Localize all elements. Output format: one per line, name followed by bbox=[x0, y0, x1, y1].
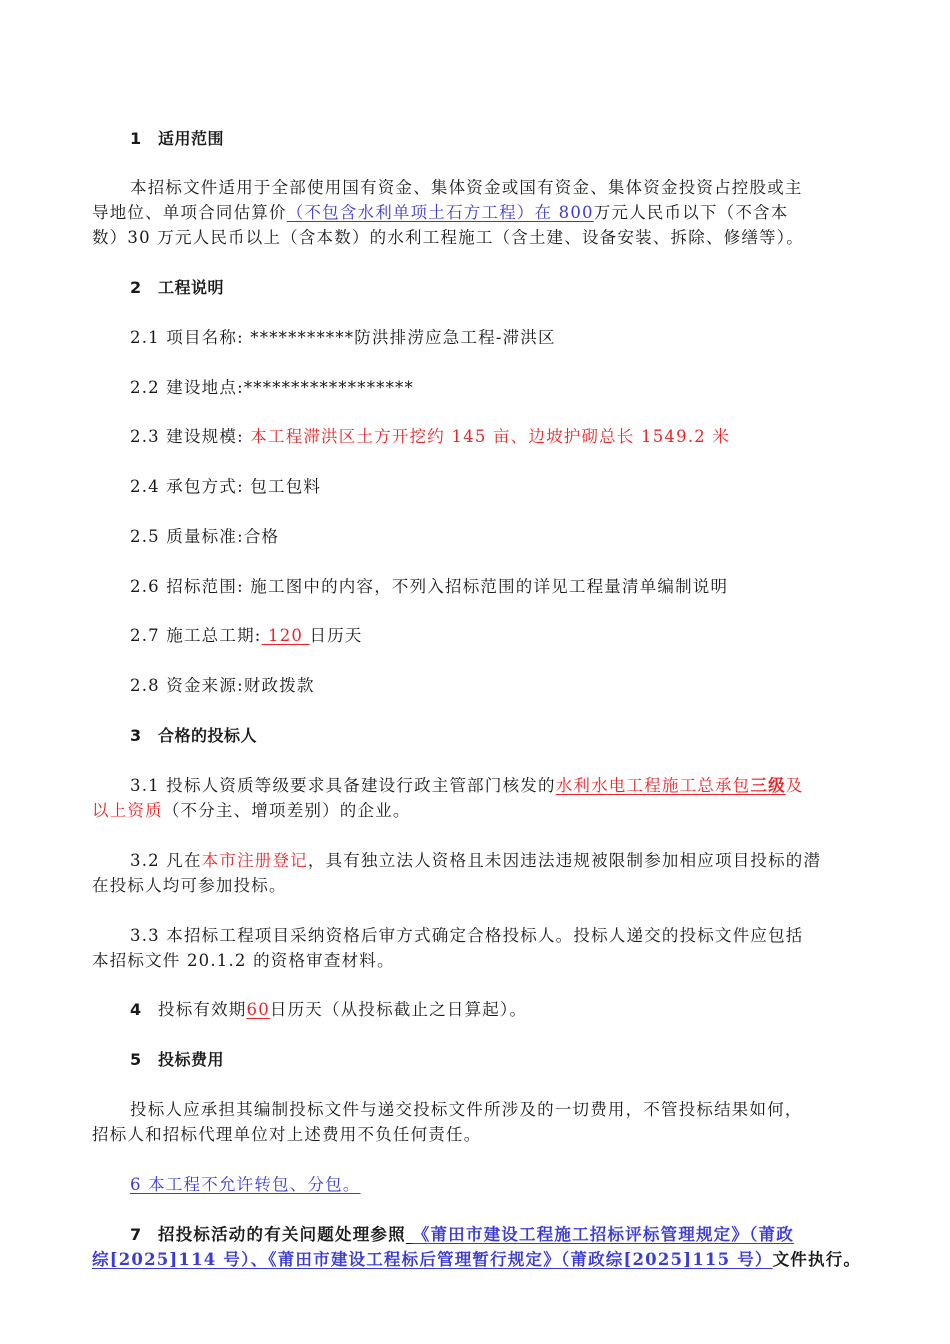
text: 及 bbox=[785, 776, 804, 795]
text: 导地位、单项合同估算价 bbox=[92, 203, 287, 222]
s3-2-line1 bbox=[130, 849, 910, 873]
section-title: 适用范围 bbox=[158, 129, 225, 148]
text: 招投标活动的有关问题处理参照 bbox=[158, 1225, 406, 1244]
s5-line2: 招标人和招标代理单位对上述费用不负任何责任。 bbox=[92, 1125, 482, 1144]
section-5-heading bbox=[130, 1048, 910, 1072]
section-4-validity bbox=[130, 998, 910, 1022]
item-2-1-project-name: 2.1 项目名称: ***********防洪排涝应急工程-滞洪区 bbox=[130, 328, 556, 347]
section-number: 7 bbox=[130, 1225, 142, 1244]
section-1-heading bbox=[130, 127, 910, 151]
s3-1-line2 bbox=[92, 799, 872, 823]
item-2-5-quality: 2.5 质量标准:合格 bbox=[130, 527, 280, 546]
s3-3-line1: 3.3 本招标工程项目采纳资格后审方式确定合格投标人。投标人递交的投标文件应包括 bbox=[130, 926, 804, 945]
item-2-3-scale bbox=[130, 425, 910, 449]
registration-requirement: 本市注册登记 bbox=[201, 851, 308, 870]
section-title: 工程说明 bbox=[158, 278, 225, 297]
validity-days: 60 bbox=[246, 1000, 270, 1019]
text: 文件执行。 bbox=[772, 1250, 862, 1269]
s1-para-line2 bbox=[92, 201, 872, 225]
section-7-line1 bbox=[130, 1223, 910, 1247]
section-title: 合格的投标人 bbox=[158, 726, 258, 745]
section-6-no-subcontract[interactable] bbox=[130, 1173, 910, 1197]
section-title: 投标费用 bbox=[158, 1050, 225, 1069]
section-number: 5 bbox=[130, 1050, 142, 1069]
text: 3.2 凡在 bbox=[130, 851, 202, 870]
label: 2.7 施工总工期: bbox=[130, 626, 262, 645]
text: 日历天（从投标截止之日算起）。 bbox=[269, 1000, 528, 1019]
s3-1-line1 bbox=[130, 774, 910, 798]
section-number: 4 bbox=[130, 1000, 142, 1019]
text: ，具有独立法人资格且未因违法违规被限制参加相应项目投标的潜 bbox=[307, 851, 822, 870]
section-number: 1 bbox=[130, 129, 142, 148]
section-3-heading bbox=[130, 724, 910, 748]
qualification-requirement bbox=[556, 776, 786, 795]
no-subcontract-link[interactable]: 6 本工程不允许转包、分包。 bbox=[130, 1175, 361, 1194]
regulation-link-2[interactable]: 综[2025]114 号）、《莆田市建设工程标后管理暂行规定》（莆政综[2025]115 号） bbox=[92, 1250, 773, 1269]
item-2-6-scope: 2.6 招标范围: 施工图中的内容，不列入招标范围的详见工程量清单编制说明 bbox=[130, 577, 729, 596]
unit: 日历天 bbox=[309, 626, 363, 645]
item-2-7-duration bbox=[130, 624, 910, 648]
duration-value: 120 bbox=[261, 626, 310, 645]
s1-para-line3: 数）30 万元人民币以上（含本数）的水利工程施工（含土建、设备安装、拆除、修缮等）。 bbox=[92, 228, 804, 247]
qualification-level: 三级 bbox=[750, 776, 786, 795]
text: （不分主、增项差别）的企业。 bbox=[162, 801, 411, 820]
s3-2-line2: 在投标人均可参加投标。 bbox=[92, 876, 287, 895]
section-number: 2 bbox=[130, 278, 142, 297]
scope-exclusion-link[interactable]: （不包含水利单项土石方工程）在 800 bbox=[286, 203, 594, 222]
s5-line1: 投标人应承担其编制投标文件与递交投标文件所涉及的一切费用，不管投标结果如何， bbox=[130, 1100, 803, 1119]
section-2-heading bbox=[130, 276, 910, 300]
section-7-line2 bbox=[92, 1248, 872, 1272]
item-2-4-contract-mode: 2.4 承包方式: 包工包料 bbox=[130, 477, 322, 496]
text: 以上资质 bbox=[92, 801, 163, 820]
label: 2.3 建设规模: bbox=[130, 427, 251, 446]
item-2-2-location: 2.2 建设地点:****************** bbox=[130, 378, 414, 397]
text: 投标有效期 bbox=[158, 1000, 247, 1019]
text: 水利水电工程施工总承包 bbox=[555, 776, 751, 795]
scale-value: 本工程滞洪区土方开挖约 145 亩、边坡护砌总长 1549.2 米 bbox=[250, 427, 731, 446]
s3-3-line2: 本招标文件 20.1.2 的资格审查材料。 bbox=[92, 951, 395, 970]
section-number: 3 bbox=[130, 726, 142, 745]
item-2-8-funding: 2.8 资金来源:财政拨款 bbox=[130, 676, 315, 695]
text: 3.1 投标人资质等级要求具备建设行政主管部门核发的 bbox=[130, 776, 556, 795]
regulation-link-1[interactable]: 《莆田市建设工程施工招标评标管理规定》（莆政 bbox=[412, 1225, 794, 1244]
s1-para-line1: 本招标文件适用于全部使用国有资金、集体资金或国有资金、集体资金投资占控股或主 bbox=[130, 178, 803, 197]
text: 万元人民币以下（不含本 bbox=[593, 203, 789, 222]
